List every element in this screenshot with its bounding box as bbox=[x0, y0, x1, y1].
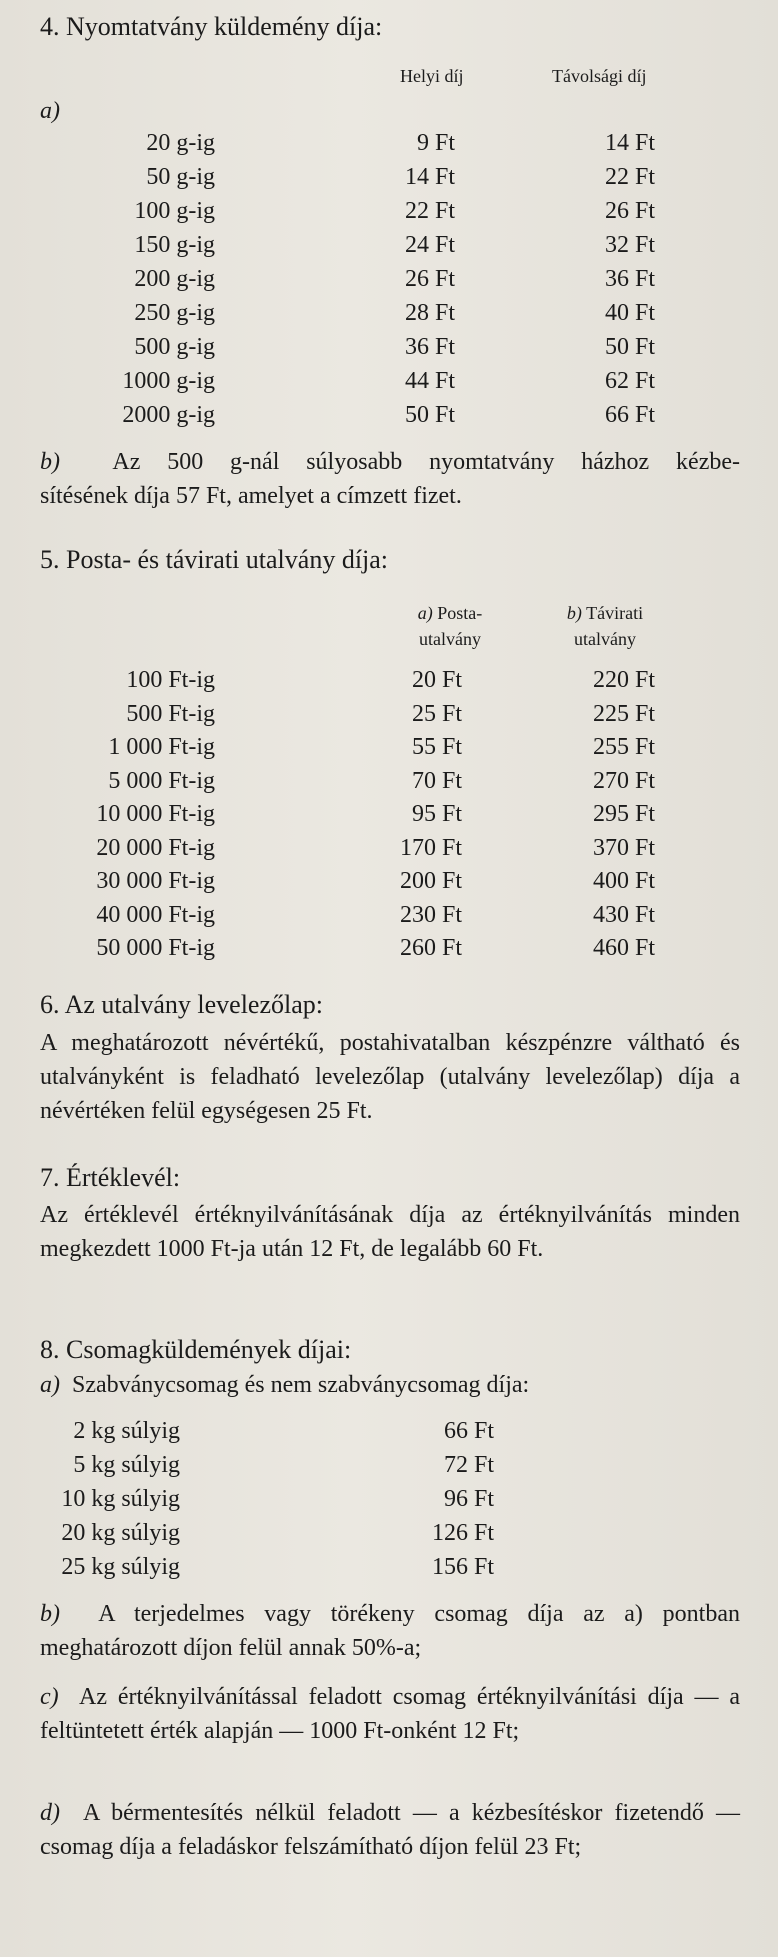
s8-b-paragraph bbox=[40, 1597, 740, 1665]
s8-d-label: d) bbox=[40, 1800, 60, 1826]
s5-row-tavirati: 270 Ft bbox=[592, 767, 655, 794]
s4-row-tavolsagi: 26 Ft bbox=[604, 198, 655, 224]
s5-row-posta: 70 Ft bbox=[411, 767, 462, 794]
s5-row-amount: 1 000 Ft-ig bbox=[108, 734, 215, 760]
s7-text: Az értéklevél értéknyilvánításának díja az értéknyilvánítás minden megkezdett 1000 Ft-ja után 12 Ft, de legalább 60 Ft. bbox=[40, 1202, 740, 1262]
s5-row-tavirati: 430 Ft bbox=[592, 901, 655, 928]
s4-row-tavolsagi: 22 Ft bbox=[604, 164, 655, 190]
s8-row-weight: 20 kg súlyig bbox=[61, 1520, 180, 1546]
s4-row-helyi: 26 Ft bbox=[404, 266, 455, 292]
s5-row-amount: 5 000 Ft-ig bbox=[108, 767, 215, 794]
s4-row-weight: 500 g-ig bbox=[134, 334, 215, 360]
s5-row-amount: 30 000 Ft-ig bbox=[96, 868, 215, 894]
s4-row-tavolsagi: 36 Ft bbox=[604, 266, 655, 292]
s5-row-amount: 40 000 Ft-ig bbox=[96, 901, 215, 928]
s4-row-weight: 250 g-ig bbox=[134, 300, 215, 326]
s8-d-text: A bérmentesítés nélkül feladott — a kézbesítéskor fizetendő — csomag díja a feladáskor felszámítható díjon felül 23 Ft; bbox=[40, 1800, 740, 1860]
s5-row-amount: 10 000 Ft-ig bbox=[96, 801, 215, 827]
s8-c-text: Az értéknyilvánítással feladott csomag értéknyilvánítási díja — a feltüntetett érték alapján — 1000 Ft-onként 12 Ft; bbox=[40, 1684, 740, 1744]
s4-row-tavolsagi: 32 Ft bbox=[604, 232, 655, 258]
s5-row-posta: 230 Ft bbox=[399, 901, 462, 928]
s5-row-amount: 50 000 Ft-ig bbox=[96, 935, 215, 961]
s4-row-helyi: 44 Ft bbox=[404, 368, 455, 394]
s4-row-helyi: 36 Ft bbox=[404, 334, 455, 360]
s5-row-tavirati: 255 Ft bbox=[592, 734, 655, 760]
s4-row-tavolsagi: 14 Ft bbox=[604, 130, 655, 156]
s6-text: A meghatározott névértékű, postahivatalban készpénzre váltható és utalványként is feladható levelezőlap (utalvány levelezőlap) díja a névértéken felül egységesen 25 Ft. bbox=[40, 1030, 740, 1124]
s8-c-label: c) bbox=[40, 1684, 59, 1710]
s8-row-weight: 25 kg súlyig bbox=[61, 1554, 180, 1580]
s4-b-text-1: Az 500 g-nál súlyosabb nyomtatvány házhoz kézbe- bbox=[112, 449, 740, 475]
s5-row-posta: 95 Ft bbox=[411, 801, 462, 827]
s5-row-posta: 20 Ft bbox=[411, 667, 462, 693]
s4-row-helyi: 28 Ft bbox=[404, 300, 455, 326]
s5-row-posta: 170 Ft bbox=[399, 834, 462, 861]
s4-b-label: b) bbox=[40, 449, 60, 475]
s4-b-paragraph bbox=[40, 445, 740, 513]
s4-row-helyi: 50 Ft bbox=[404, 402, 455, 428]
s5-row-tavirati: 370 Ft bbox=[592, 834, 655, 861]
s4-row-weight: 100 g-ig bbox=[134, 198, 215, 224]
s5-row-posta: 25 Ft bbox=[411, 700, 462, 727]
s5-row-amount: 500 Ft-ig bbox=[126, 700, 215, 727]
s4-row-tavolsagi: 50 Ft bbox=[604, 334, 655, 360]
s4-row-helyi: 24 Ft bbox=[404, 232, 455, 258]
s4-row-weight: 20 g-ig bbox=[146, 130, 215, 156]
s8-b-label: b) bbox=[40, 1601, 60, 1627]
s8-a-label: a) bbox=[40, 1372, 60, 1398]
section-4-title: 4. Nyomtatvány küldemény díja: bbox=[40, 12, 383, 41]
s5-row-tavirati: 225 Ft bbox=[592, 700, 655, 727]
s5-col-posta-header: a) Posta- utalvány bbox=[417, 603, 483, 649]
s4-a-label: a) bbox=[40, 98, 60, 124]
s8-row-price: 126 Ft bbox=[431, 1520, 494, 1546]
s4-row-weight: 1000 g-ig bbox=[122, 368, 215, 394]
s4-b-text-2: sítésének díja 57 Ft, amelyet a címzett fizet. bbox=[40, 483, 462, 509]
s4-row-weight: 150 g-ig bbox=[134, 232, 215, 258]
s4-row-helyi: 22 Ft bbox=[404, 198, 455, 224]
s5-row-posta: 200 Ft bbox=[399, 868, 462, 894]
s5-row-tavirati: 400 Ft bbox=[592, 868, 655, 894]
s8-row-price: 156 Ft bbox=[431, 1554, 494, 1580]
s5-col-tavirati-header: b) Távirati utalvány bbox=[566, 603, 644, 649]
s4-row-tavolsagi: 66 Ft bbox=[604, 402, 655, 428]
s8-row-weight: 10 kg súlyig bbox=[61, 1486, 180, 1512]
s4-row-weight: 50 g-ig bbox=[146, 164, 215, 190]
section-8-title: 8. Csomagküldemények díjai: bbox=[40, 1335, 352, 1364]
s5-row-tavirati: 460 Ft bbox=[592, 935, 655, 961]
s5-row-posta: 55 Ft bbox=[411, 734, 462, 760]
s8-row-price: 66 Ft bbox=[443, 1418, 494, 1444]
s4-row-weight: 2000 g-ig bbox=[122, 402, 215, 428]
s8-b-text: A terjedelmes vagy törékeny csomag díja az a) pontban meghatározott díjon felül annak 50%-a; bbox=[40, 1601, 740, 1661]
s5-row-tavirati: 220 Ft bbox=[592, 667, 655, 693]
s4-row-weight: 200 g-ig bbox=[134, 266, 215, 292]
s4-col-helyi-header: Helyi díj bbox=[400, 66, 464, 86]
s5-row-amount: 20 000 Ft-ig bbox=[96, 834, 215, 861]
section-7-title: 7. Értéklevél: bbox=[40, 1163, 181, 1192]
s4-row-helyi: 14 Ft bbox=[404, 164, 455, 190]
s8-row-price: 96 Ft bbox=[443, 1486, 494, 1512]
s8-a-line bbox=[40, 1372, 529, 1399]
s8-row-weight: 5 kg súlyig bbox=[73, 1452, 180, 1478]
s4-col-tavolsagi-header: Távolsági díj bbox=[552, 66, 647, 86]
section-5-title: 5. Posta- és távirati utalvány díja: bbox=[40, 545, 389, 574]
s4-row-tavolsagi: 62 Ft bbox=[604, 368, 655, 394]
s8-row-price: 72 Ft bbox=[443, 1452, 494, 1478]
section-6-title: 6. Az utalvány levelezőlap: bbox=[40, 990, 324, 1019]
s8-d-paragraph bbox=[40, 1796, 740, 1864]
s5-row-posta: 260 Ft bbox=[399, 935, 462, 961]
s8-row-weight: 2 kg súlyig bbox=[73, 1418, 180, 1444]
s5-row-tavirati: 295 Ft bbox=[592, 801, 655, 827]
s4-row-tavolsagi: 40 Ft bbox=[604, 300, 655, 326]
s5-row-amount: 100 Ft-ig bbox=[126, 667, 215, 693]
s4-row-helyi: 9 Ft bbox=[416, 130, 455, 156]
s8-c-paragraph bbox=[40, 1680, 740, 1748]
s8-a-text: Szabványcsomag és nem szabványcsomag díja: bbox=[72, 1372, 530, 1398]
